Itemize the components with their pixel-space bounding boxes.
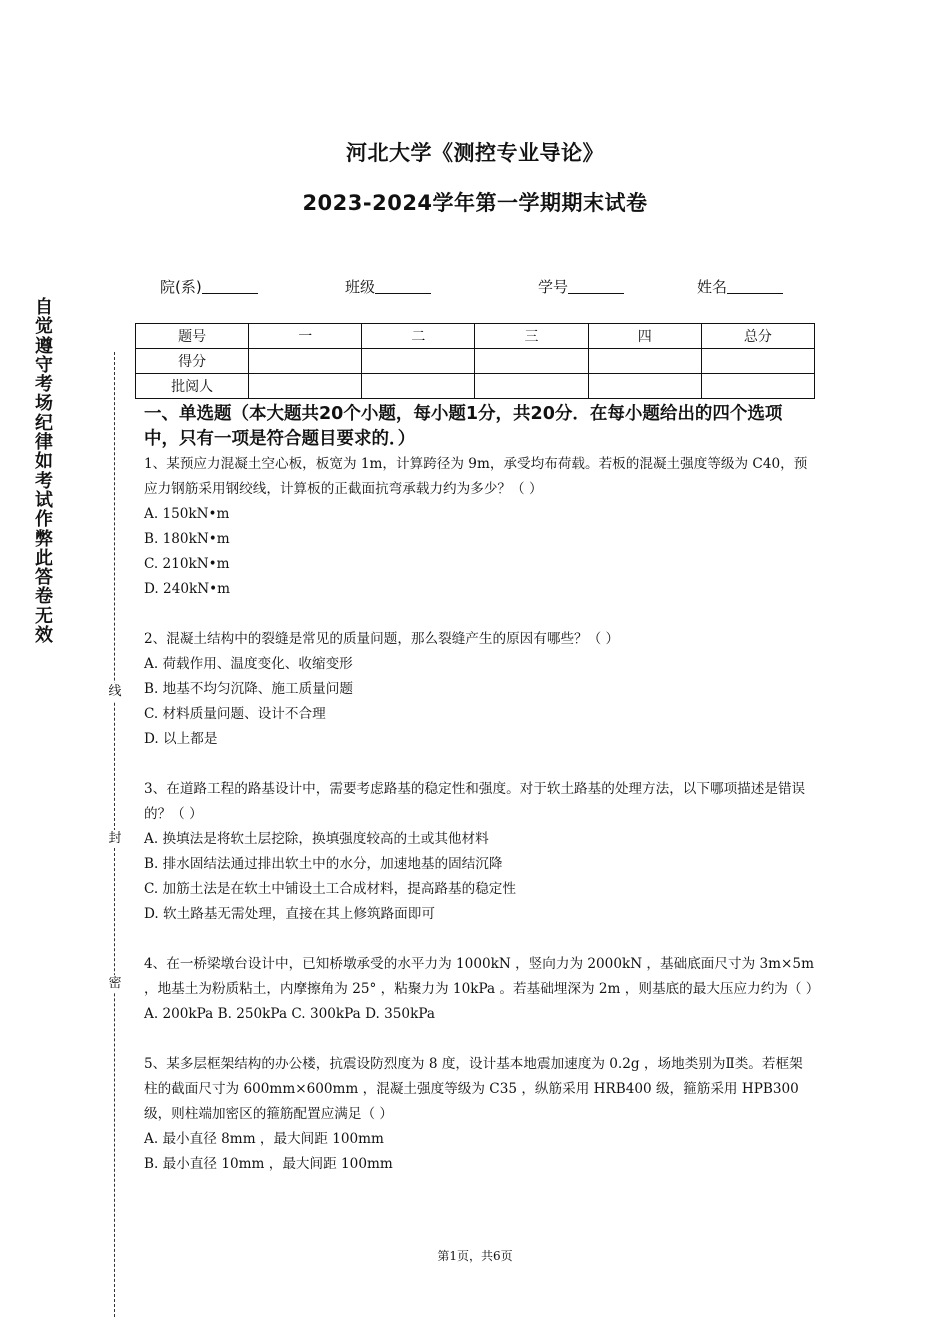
exam-title-line1: 河北大学《测控专业导论》 bbox=[346, 141, 604, 165]
grader-cell[interactable] bbox=[362, 374, 475, 399]
binding-seal-label: 封 bbox=[106, 830, 124, 848]
score-table-score-row bbox=[136, 349, 815, 374]
binding-secret-label: 密 bbox=[106, 975, 124, 993]
grader-row-label: 批阅人 bbox=[136, 374, 249, 399]
question-stem: 1、某预应力混凝土空心板，板宽为 1m，计算跨径为 9m，承受均布荷载。若板的混凝土强度等级为 C40，预应力钢筋采用钢绞线，计算板的正截面抗弯承载力约为多少？（ ） bbox=[144, 456, 808, 497]
name-field[interactable] bbox=[697, 276, 783, 297]
score-table-header-cell: 四 bbox=[588, 324, 701, 349]
name-label: 姓名 bbox=[697, 278, 728, 296]
answer-option[interactable]: A. 150kN•m bbox=[144, 506, 230, 522]
score-table-header-cell: 二 bbox=[362, 324, 475, 349]
answer-option[interactable]: A. 荷载作用、温度变化、收缩变形 bbox=[144, 656, 353, 672]
answer-option[interactable]: B. 180kN•m bbox=[144, 531, 230, 547]
question-stem: 3、在道路工程的路基设计中，需要考虑路基的稳定性和强度。对于软土路基的处理方法，以下哪项描述是错误的？（ ） bbox=[144, 781, 806, 822]
grader-cell[interactable] bbox=[249, 374, 362, 399]
grader-cell[interactable] bbox=[475, 374, 588, 399]
answer-option[interactable]: D. 240kN•m bbox=[144, 581, 231, 597]
question-1 bbox=[144, 452, 814, 602]
question-stem: 5、某多层框架结构的办公楼，抗震设防烈度为 8 度，设计基本地震加速度为 0.2g ，场地类别为Ⅱ类。若框架柱的截面尺寸为 600mm×600mm ，混凝土强度等级为 C35 ，纵筋采用 HRB400 级，箍筋采用 HPB300 级，则柱端加密区的箍筋配置应满足（ ） bbox=[144, 1056, 803, 1122]
question-3 bbox=[144, 777, 814, 927]
score-table-header-cell: 一 bbox=[249, 324, 362, 349]
side-warning-text: 自 觉 遵 守 考 场 纪 律 如 考 试 作 弊 此 答 卷 无 效 bbox=[35, 297, 53, 647]
class-label: 班级 bbox=[345, 278, 376, 296]
score-table-grader-row bbox=[136, 374, 815, 399]
answer-option[interactable]: B. 排水固结法通过排出软土中的水分，加速地基的固结沉降 bbox=[144, 856, 503, 872]
department-field[interactable] bbox=[160, 276, 258, 297]
answer-option[interactable]: C. 加筋土法是在软土中铺设土工合成材料，提高路基的稳定性 bbox=[144, 881, 516, 897]
answer-option[interactable]: B. 最小直径 10mm ，最大间距 100mm bbox=[144, 1156, 393, 1172]
answer-option[interactable]: D. 软土路基无需处理，直接在其上修筑路面即可 bbox=[144, 906, 435, 922]
score-table bbox=[135, 323, 815, 399]
grader-cell[interactable] bbox=[701, 374, 814, 399]
question-5 bbox=[144, 1052, 814, 1177]
grader-cell[interactable] bbox=[588, 374, 701, 399]
department-blank[interactable] bbox=[202, 277, 258, 294]
score-cell[interactable] bbox=[249, 349, 362, 374]
page-footer: 第1页，共6页 bbox=[437, 1249, 513, 1263]
question-stem: 4、在一桥梁墩台设计中，已知桥墩承受的水平力为 1000kN ，竖向力为 2000kN ，基础底面尺寸为 3m×5m ，地基土为粉质粘土，内摩擦角为 25° ，粘聚力为 10kPa 。若基础埋深为 2m ，则基底的最大压应力约为（ ） bbox=[144, 956, 820, 997]
question-stem: 2、混凝土结构中的裂缝是常见的质量问题，那么裂缝产生的原因有哪些？（ ） bbox=[144, 631, 620, 647]
score-cell[interactable] bbox=[588, 349, 701, 374]
student-id-label: 学号 bbox=[538, 278, 569, 296]
student-id-blank[interactable] bbox=[568, 277, 624, 294]
class-field[interactable] bbox=[345, 276, 431, 297]
exam-title-line2: 2023-2024学年第一学期期末试卷 bbox=[302, 191, 648, 215]
score-table-header-cell: 三 bbox=[475, 324, 588, 349]
score-table-header-cell: 总分 bbox=[701, 324, 814, 349]
answer-option[interactable]: B. 地基不均匀沉降、施工质量问题 bbox=[144, 681, 353, 697]
score-cell[interactable] bbox=[362, 349, 475, 374]
answer-option[interactable]: A. 最小直径 8mm ，最大间距 100mm bbox=[144, 1131, 384, 1147]
score-cell[interactable] bbox=[701, 349, 814, 374]
score-row-label: 得分 bbox=[136, 349, 249, 374]
question-2 bbox=[144, 627, 814, 752]
class-blank[interactable] bbox=[375, 277, 431, 294]
answer-option[interactable]: C. 210kN•m bbox=[144, 556, 230, 572]
answer-options-inline[interactable]: A. 200kPa B. 250kPa C. 300kPa D. 350kPa bbox=[144, 1006, 435, 1022]
student-id-field[interactable] bbox=[538, 276, 624, 297]
exam-content bbox=[144, 402, 820, 1177]
binding-line-label: 线 bbox=[106, 683, 124, 701]
answer-option[interactable]: A. 换填法是将软土层挖除，换填强度较高的土或其他材料 bbox=[144, 831, 489, 847]
department-label: 院(系) bbox=[160, 278, 202, 296]
question-4 bbox=[144, 952, 820, 1027]
section-title: 一、单选题（本大题共20个小题，每小题1分，共20分．在每小题给出的四个选项中，只有一项是符合题目要求的．） bbox=[144, 404, 783, 449]
student-info-row bbox=[0, 276, 950, 300]
score-cell[interactable] bbox=[475, 349, 588, 374]
score-table-header-cell: 题号 bbox=[136, 324, 249, 349]
answer-option[interactable]: C. 材料质量问题、设计不合理 bbox=[144, 706, 326, 722]
name-blank[interactable] bbox=[727, 277, 783, 294]
score-table-header-row bbox=[136, 324, 815, 349]
answer-option[interactable]: D. 以上都是 bbox=[144, 731, 218, 747]
